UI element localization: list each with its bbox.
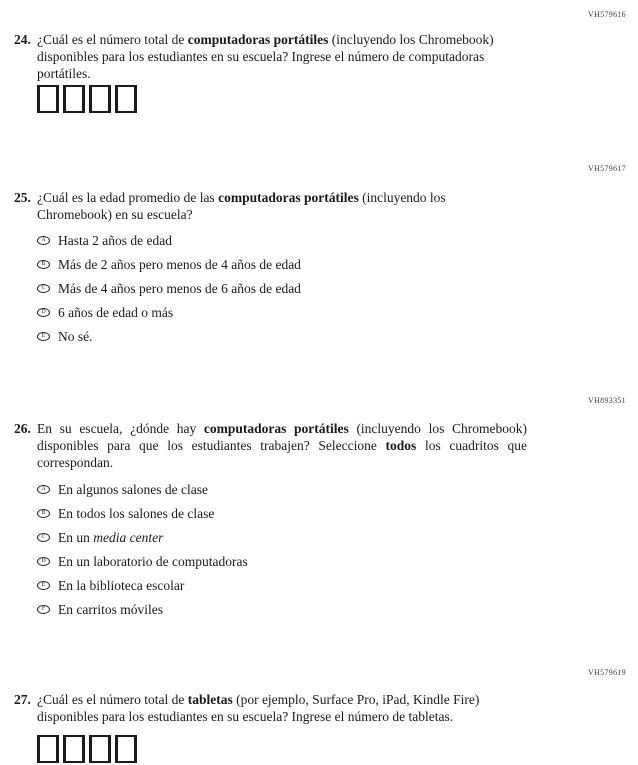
answer-option-e[interactable]: [37, 573, 527, 597]
option-bubble-d[interactable]: D: [37, 308, 50, 317]
answer-option-d[interactable]: [37, 300, 446, 324]
question-number: 26.: [14, 421, 31, 436]
question-27: [14, 691, 479, 763]
answer-option-d[interactable]: [37, 549, 527, 573]
question-text-line: Chromebook) en su escuela?: [37, 207, 193, 222]
question-number: 27.: [14, 692, 31, 707]
question-number: 25.: [14, 190, 31, 205]
question-text-line: disponibles para los estudiantes en su escuela? Ingrese el número de tabletas.: [37, 709, 454, 724]
question-code-24: VH579616: [588, 10, 626, 19]
digit-box-1[interactable]: [37, 85, 59, 113]
answer-options: [37, 477, 527, 621]
digit-box-4[interactable]: [115, 735, 137, 763]
question-text-line: correspondan.: [37, 455, 114, 470]
option-bubble-c[interactable]: C: [37, 533, 50, 542]
question-code-27: VH579619: [588, 668, 626, 677]
question-code-26: VH893351: [588, 396, 626, 405]
digit-box-1[interactable]: [37, 735, 59, 763]
option-bubble-d[interactable]: D: [37, 557, 50, 566]
question-text-line: disponibles para que los estudiantes trabajen? Seleccione todos los cuadritos que: [37, 438, 527, 453]
digit-box-2[interactable]: [63, 85, 85, 113]
question-text-line: ¿Cuál es la edad promedio de las computadoras portátiles (incluyendo los: [37, 190, 446, 205]
digit-entry-boxes: [37, 85, 494, 113]
option-label: 6 años de edad o más: [58, 304, 174, 320]
answer-option-f[interactable]: [37, 597, 527, 621]
answer-option-a[interactable]: [37, 477, 527, 501]
digit-entry-boxes: [37, 735, 479, 763]
answer-option-a[interactable]: [37, 228, 446, 252]
question-text-line: portátiles.: [37, 66, 91, 81]
option-bubble-c[interactable]: C: [37, 284, 50, 293]
answer-options: [37, 228, 446, 348]
question-text-line: disponibles para los estudiantes en su escuela? Ingrese el número de computadoras: [37, 49, 485, 64]
digit-box-3[interactable]: [89, 85, 111, 113]
option-bubble-e[interactable]: E: [37, 332, 50, 341]
option-label: En todos los salones de clase: [58, 505, 215, 521]
question-25: [14, 189, 446, 348]
option-bubble-a[interactable]: A: [37, 236, 50, 245]
option-bubble-b[interactable]: B: [37, 509, 50, 518]
digit-box-3[interactable]: [89, 735, 111, 763]
option-label: Hasta 2 años de edad: [58, 232, 172, 248]
question-number: 24.: [14, 32, 31, 47]
option-label: En un media center: [58, 529, 164, 545]
question-24: [14, 31, 494, 113]
answer-option-b[interactable]: [37, 252, 446, 276]
option-bubble-a[interactable]: A: [37, 485, 50, 494]
question-text-line: En su escuela, ¿dónde hay computadoras portátiles (incluyendo los Chromebook): [37, 421, 527, 436]
option-bubble-e[interactable]: E: [37, 581, 50, 590]
option-label: Más de 2 años pero menos de 4 años de edad: [58, 256, 301, 272]
option-label: En algunos salones de clase: [58, 481, 208, 497]
answer-option-e[interactable]: [37, 324, 446, 348]
option-bubble-b[interactable]: B: [37, 260, 50, 269]
answer-option-c[interactable]: [37, 276, 446, 300]
question-code-25: VH579617: [588, 164, 626, 173]
digit-box-4[interactable]: [115, 85, 137, 113]
question-text-line: ¿Cuál es el número total de tabletas (por ejemplo, Surface Pro, iPad, Kindle Fire): [37, 692, 480, 707]
answer-option-c[interactable]: [37, 525, 527, 549]
option-bubble-f[interactable]: F: [37, 605, 50, 614]
option-label: En un laboratorio de computadoras: [58, 553, 248, 569]
question-26: [14, 420, 527, 621]
option-label: En la biblioteca escolar: [58, 577, 185, 593]
digit-box-2[interactable]: [63, 735, 85, 763]
option-label: En carritos móviles: [58, 601, 163, 617]
question-text-line: ¿Cuál es el número total de computadoras portátiles (incluyendo los Chromebook): [37, 32, 494, 47]
answer-option-b[interactable]: [37, 501, 527, 525]
option-label: No sé.: [58, 328, 93, 344]
option-label: Más de 4 años pero menos de 6 años de edad: [58, 280, 301, 296]
italic-term: media center: [93, 529, 164, 545]
